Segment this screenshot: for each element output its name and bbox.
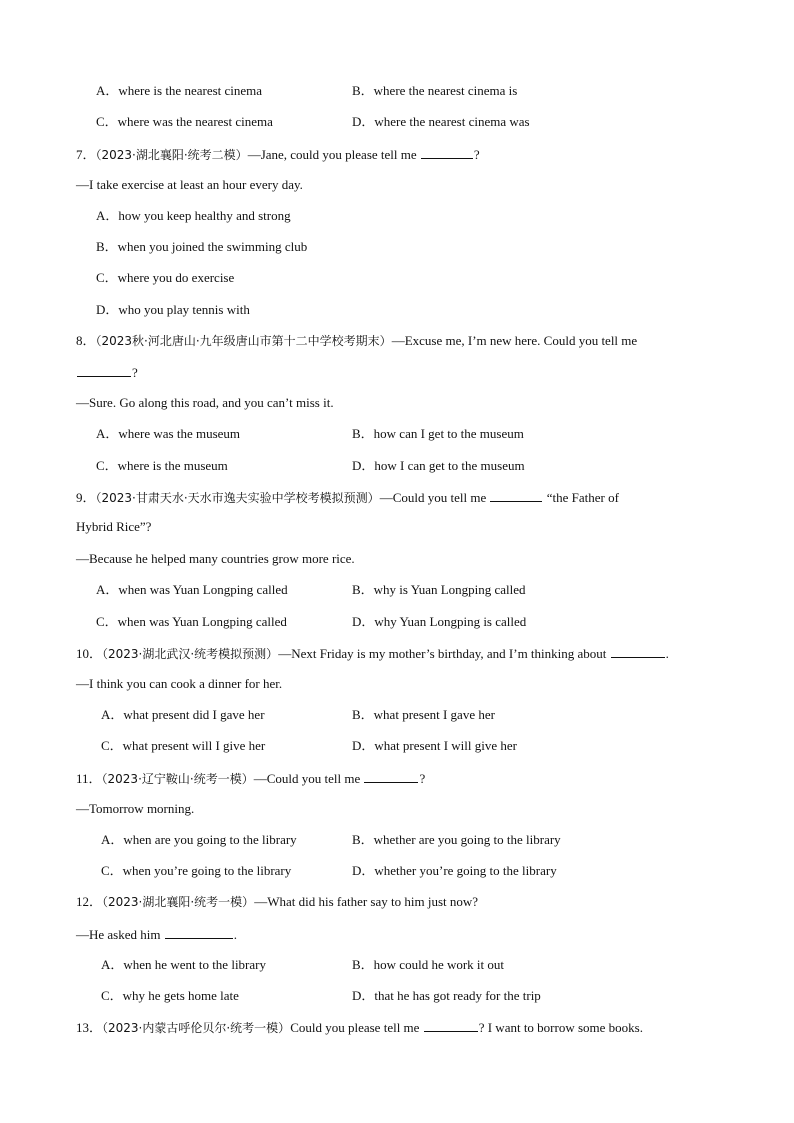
question-end: .: [665, 646, 669, 661]
question-source: （2023秋·河北唐山·九年级唐山市第十二中学校考期末）: [95, 334, 392, 348]
question-9-stem: [76, 488, 619, 507]
question-text: —Could you tell me: [253, 771, 361, 786]
option-a: A．where was the museum: [96, 426, 241, 441]
option-c: C．where was the nearest cinema: [96, 114, 273, 129]
question-10-stem: [76, 644, 669, 663]
answer-blank: [424, 1018, 478, 1032]
question-12-answer: [76, 925, 237, 944]
question-source: （2023·内蒙古呼伦贝尔·统考一模）: [102, 1021, 291, 1035]
question-number: 10．: [76, 646, 103, 661]
option-d: D．why Yuan Longping is called: [352, 614, 527, 629]
question-source: （2023·湖北襄阳·统考二模）: [95, 148, 248, 162]
answer-blank: [611, 644, 665, 658]
option-d: D．what present I will give her: [352, 738, 517, 753]
question-text: —Jane, could you please tell me: [247, 147, 417, 162]
question-source: （2023·湖北襄阳·统考一模）: [102, 895, 255, 909]
option-d: D．where the nearest cinema was: [352, 114, 530, 129]
question-text-cont: “the Father of: [546, 490, 619, 505]
option-a: A．when are you going to the library: [101, 832, 297, 847]
option-a: A．where is the nearest cinema: [96, 83, 263, 98]
option-d: D．that he has got ready for the trip: [352, 988, 541, 1003]
question-number: 12．: [76, 894, 103, 909]
option-b: B．why is Yuan Longping called: [352, 582, 526, 597]
question-source: （2023·湖北武汉·统考模拟预测）: [102, 647, 279, 661]
option-a: A．when he went to the library: [101, 957, 266, 972]
option-c: C．what present will I give her: [101, 738, 266, 753]
question-text: —What did his father say to him just now?: [254, 894, 479, 909]
question-9-stem-line2: Hybrid Rice”?: [76, 519, 152, 534]
answer-blank: [490, 488, 542, 502]
option-b: B．what present I gave her: [352, 707, 495, 722]
question-end: ? I want to borrow some books.: [478, 1020, 643, 1035]
option-d: D．who you play tennis with: [96, 302, 250, 317]
option-d: D．how I can get to the museum: [352, 458, 525, 473]
option-b: B．how could he work it out: [352, 957, 505, 972]
option-c: C．when you’re going to the library: [101, 863, 292, 878]
option-a: A．how you keep healthy and strong: [96, 208, 291, 223]
answer-blank: [421, 145, 473, 159]
answer-blank: [165, 925, 233, 939]
question-end: ?: [473, 147, 480, 162]
question-9-answer: —Because he helped many countries grow more rice.: [76, 551, 355, 566]
option-b: B．how can I get to the museum: [352, 426, 524, 441]
question-8-stem-cont: [76, 363, 138, 382]
question-number: 7．: [76, 147, 96, 162]
question-text: —Excuse me, I’m new here. Could you tell me: [391, 333, 638, 348]
option-b: B．where the nearest cinema is: [352, 83, 518, 98]
option-b: B．when you joined the swimming club: [96, 239, 308, 254]
option-d: D．whether you’re going to the library: [352, 863, 557, 878]
option-c: C．why he gets home late: [101, 988, 239, 1003]
option-a: A．when was Yuan Longping called: [96, 582, 288, 597]
question-end: ?: [132, 365, 138, 380]
answer-blank: [77, 363, 131, 377]
question-7-answer: —I take exercise at least an hour every day.: [76, 177, 303, 192]
question-11-stem: [76, 769, 425, 788]
answer-blank: [364, 769, 418, 783]
question-13-stem: [76, 1018, 643, 1037]
question-text: —Next Friday is my mother’s birthday, and I’m thinking about: [278, 646, 607, 661]
answer-text: —He asked him: [76, 927, 161, 942]
question-11-answer: —Tomorrow morning.: [76, 801, 195, 816]
question-end: ?: [419, 771, 426, 786]
question-12-stem: [76, 893, 478, 911]
question-8-stem: [76, 332, 637, 350]
question-7-stem: [76, 145, 480, 164]
question-source: （2023·甘肃天水·天水市逸夫实验中学校考模拟预测）: [95, 491, 380, 505]
option-c: C．where is the museum: [96, 458, 228, 473]
question-number: 8．: [76, 333, 96, 348]
question-number: 9．: [76, 490, 96, 505]
option-c: C．where you do exercise: [96, 270, 235, 285]
option-a: A．what present did I gave her: [101, 707, 265, 722]
question-source: （2023·辽宁鞍山·统考一模）: [101, 772, 254, 786]
question-8-answer: —Sure. Go along this road, and you can’t miss it.: [76, 395, 334, 410]
question-number: 11．: [76, 771, 102, 786]
question-number: 13．: [76, 1020, 103, 1035]
question-text: Could you please tell me: [290, 1020, 420, 1035]
option-b: B．whether are you going to the library: [352, 832, 561, 847]
option-c: C．when was Yuan Longping called: [96, 614, 287, 629]
question-10-answer: —I think you can cook a dinner for her.: [76, 676, 283, 691]
question-text: —Could you tell me: [379, 490, 487, 505]
answer-end: .: [233, 927, 237, 942]
